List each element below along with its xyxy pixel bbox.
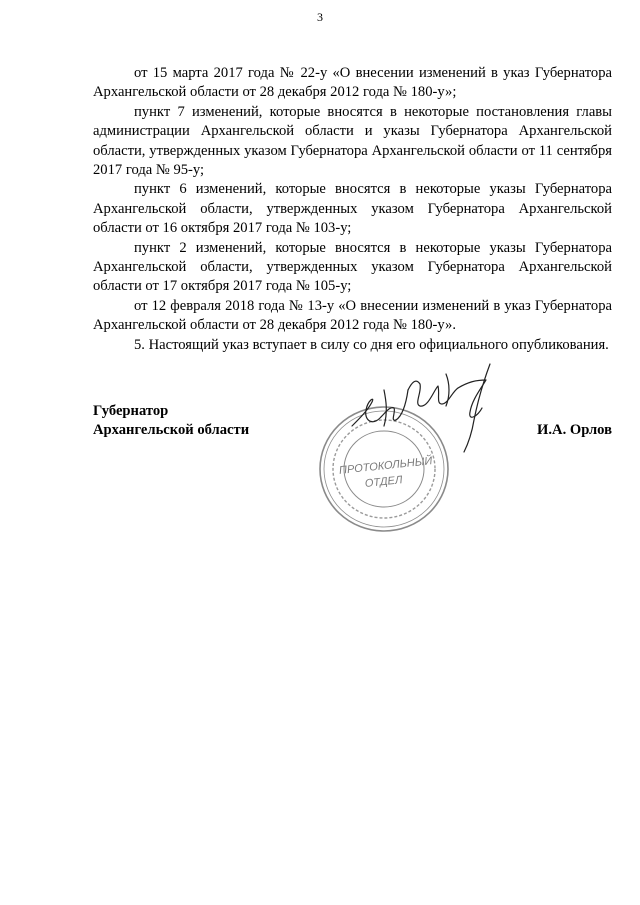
paragraph: от 12 февраля 2018 года № 13-у «О внесении изменений в указ Губернатора Архангельской области от 28 декабря 2012 года № 180-у». (93, 297, 612, 334)
paragraph: пункт 6 изменений, которые вносятся в некоторые указы Губернатора Архангельской области, утвержденных указом Губернатора Архангельской области от 16 октября 2017 года № 103-у; (93, 181, 612, 237)
paragraph: пункт 2 изменений, которые вносятся в некоторые указы Губернатора Архангельской области, утвержденных указом Губернатора Архангельской области от 17 октября 2017 года № 105-у; (93, 239, 612, 295)
signatory-name: И.А. Орлов (537, 422, 612, 438)
signatory-title (93, 402, 249, 441)
paragraph: от 15 марта 2017 года № 22-у «О внесении изменений в указ Губернатора Архангельской области от 28 декабря 2012 года № 180-у»; (93, 65, 612, 101)
page-number: 3 (317, 10, 323, 24)
paragraph: 5. Настоящий указ вступает в силу со дня его официального опубликования. (134, 336, 609, 353)
stamp-text-line2: ОТДЕЛ (364, 474, 404, 490)
signatory-title-line1: Губернатор (93, 403, 169, 419)
stamp-text-line1: ПРОТОКОЛЬНЫЙ (338, 455, 433, 477)
signatory-title-line2: Архангельской области (93, 422, 250, 439)
paragraph: пункт 7 изменений, которые вносятся в некоторые постановления главы администрации Архангельской области и указы Губернатора Архангельской области, утвержденных указом Губернатора Архангельской области от 11 сентября 2017 года № 95-у; (93, 103, 612, 179)
handwritten-signature (350, 360, 520, 455)
document-body (93, 64, 612, 355)
